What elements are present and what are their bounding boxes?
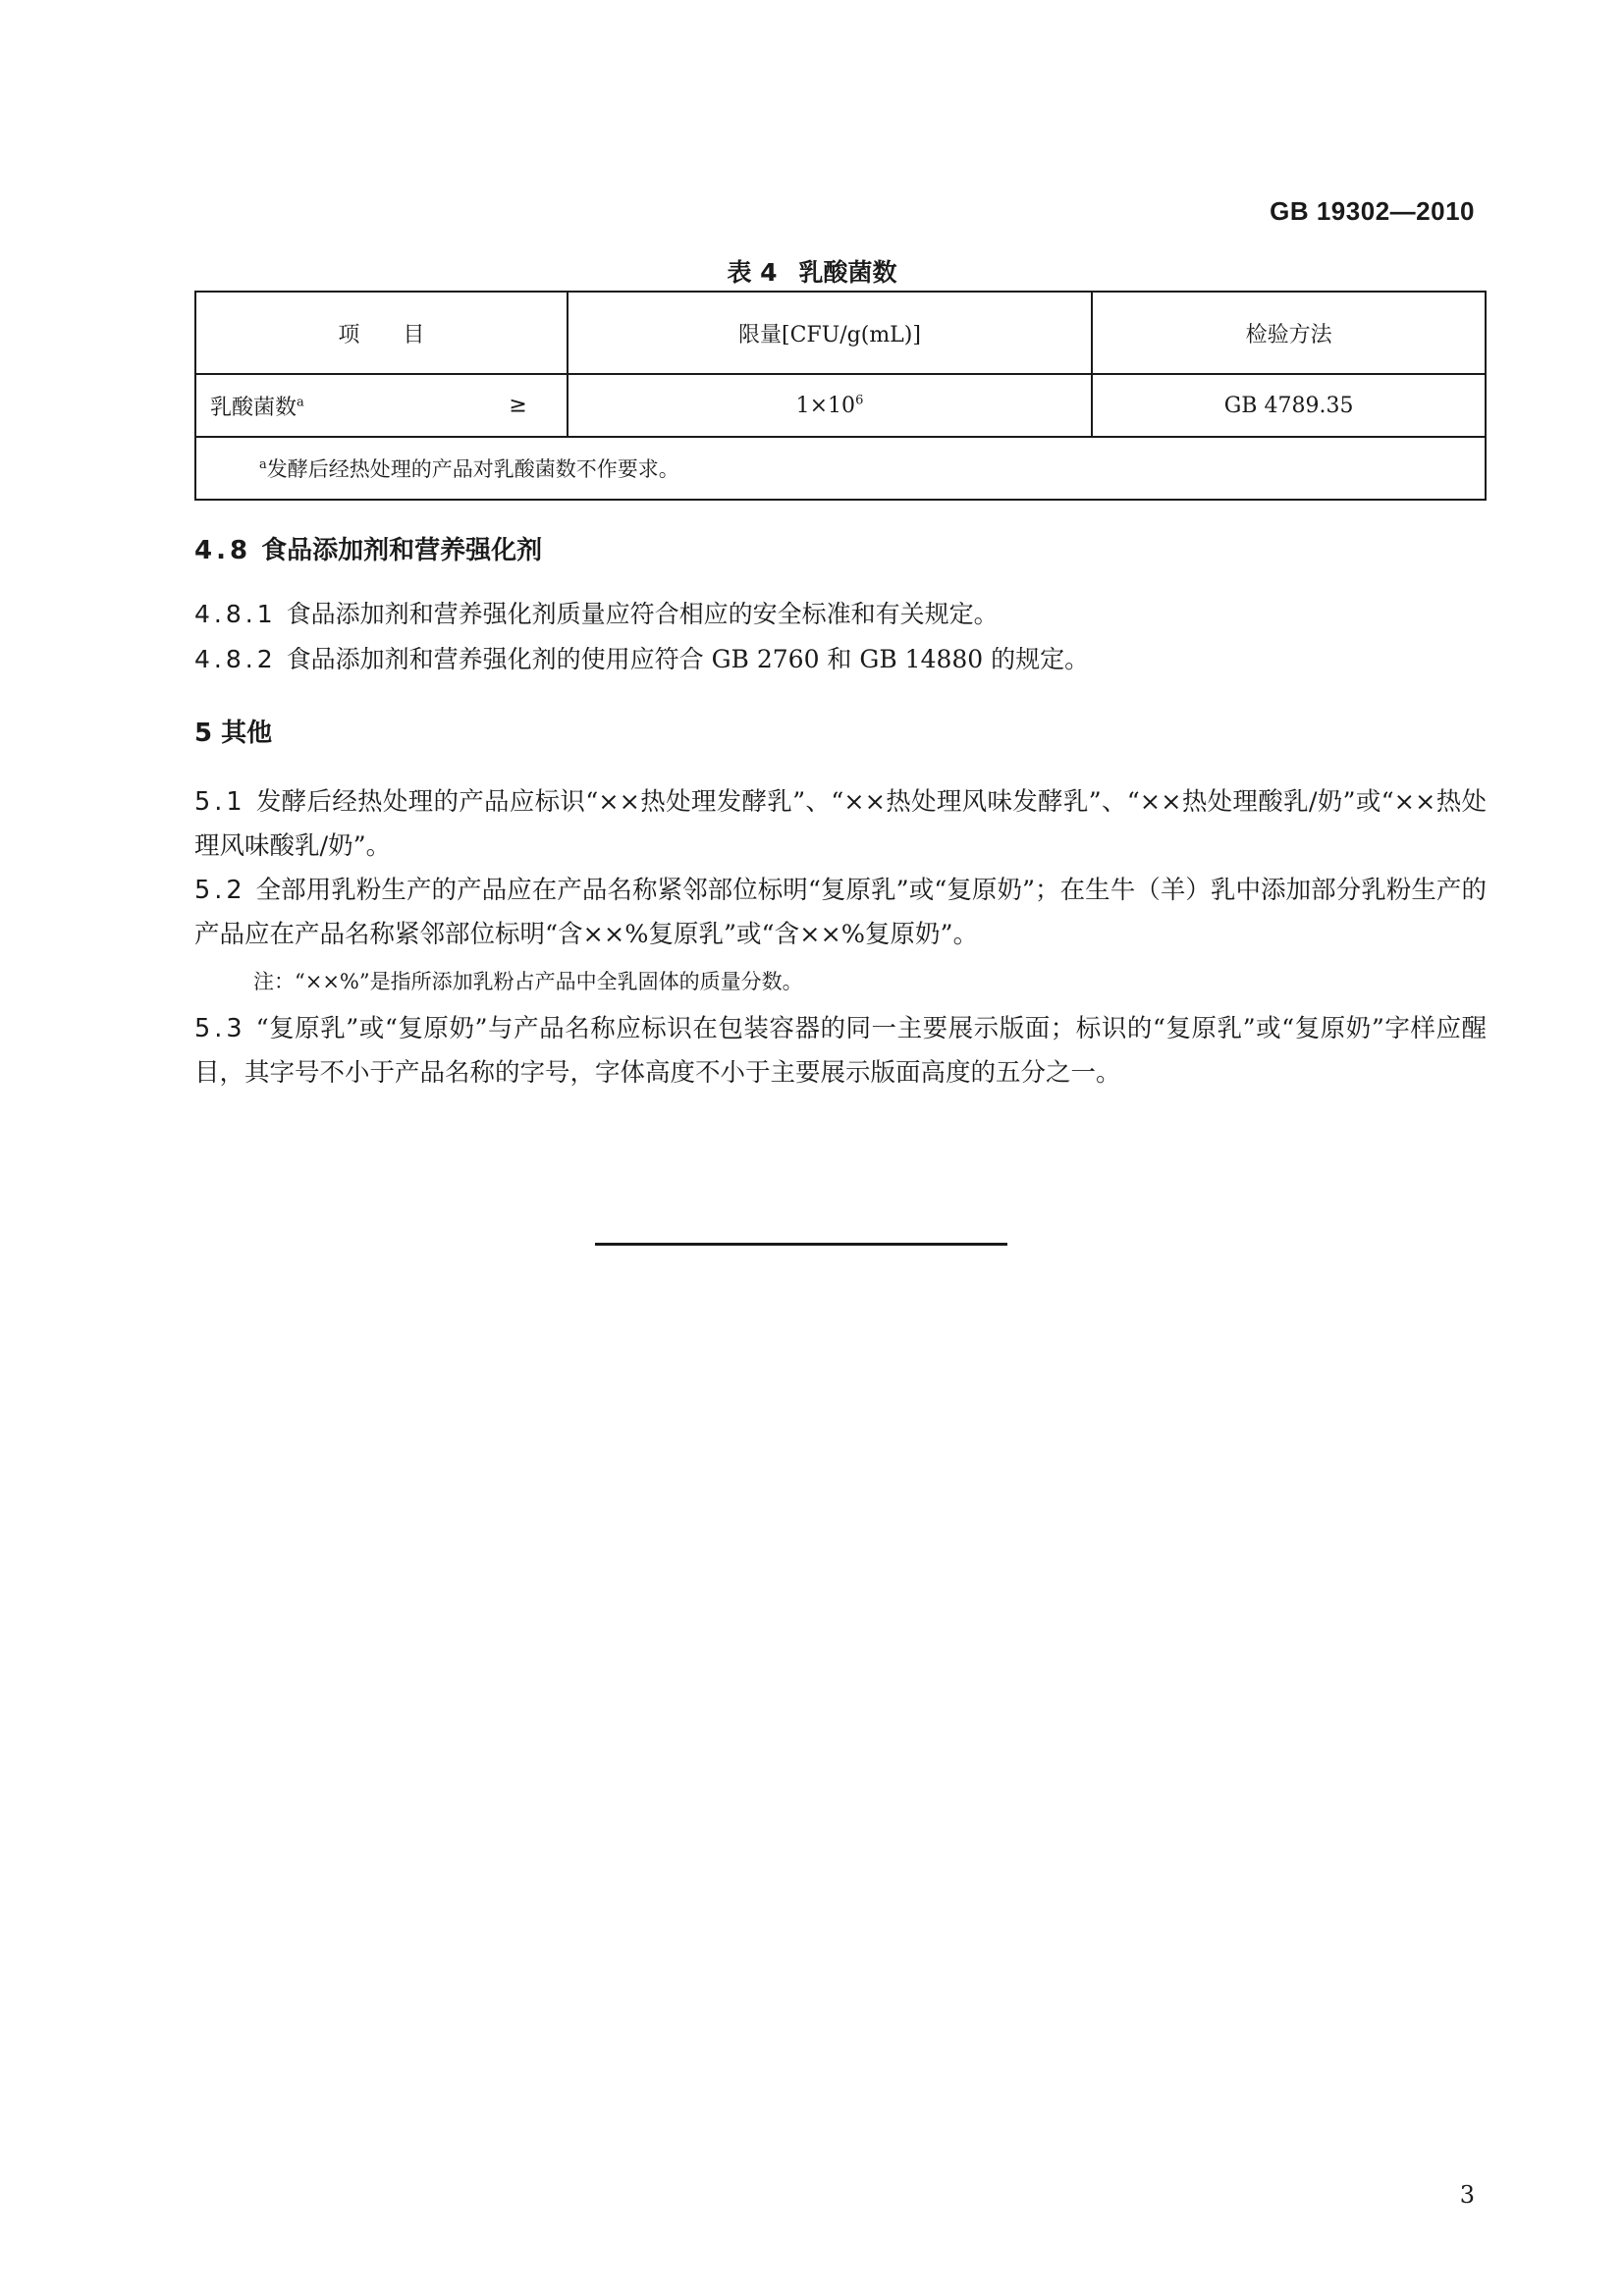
column-header-item: 项 目: [195, 292, 568, 374]
clause-number: 5.2: [194, 876, 246, 905]
table-caption: [0, 253, 1624, 289]
row-limit-base: 1×10: [795, 393, 856, 418]
note-label: 注：: [253, 970, 295, 993]
section-title: 其他: [221, 719, 273, 748]
table-caption-number: 表 4: [727, 258, 778, 287]
clause-text: “复原乳”或“复原奶”与产品名称应标识在包装容器的同一主要展示版面；标识的“复原乳”或“复原奶”字样应醒目，其字号不小于产品名称的字号，字体高度不小于主要展示版面高度的五分之一。: [194, 1014, 1487, 1088]
clause-5-1: [194, 780, 1487, 869]
row-item-footnote-mark: a: [297, 395, 304, 410]
row-item-cell: [195, 374, 568, 437]
section-number: 4.8: [194, 536, 252, 565]
clause-number: 5.3: [194, 1014, 246, 1043]
note-text: “××%”是指所添加乳粉占产品中全乳固体的质量分数。: [295, 970, 803, 993]
clause-4-8-1: [194, 593, 999, 636]
table-footnote: [195, 437, 1486, 500]
clause-number: 4.8.1: [194, 600, 277, 628]
row-limit-exponent: 6: [855, 393, 864, 408]
column-header-method: 检验方法: [1092, 292, 1486, 374]
clause-text: 食品添加剂和营养强化剂质量应符合相应的安全标准和有关规定。: [286, 600, 999, 628]
clause-4-8-2: [194, 638, 1089, 681]
section-title: 食品添加剂和营养强化剂: [261, 536, 543, 565]
clause-number: 4.8.2: [194, 645, 277, 673]
row-method-cell: GB 4789.35: [1092, 374, 1486, 437]
end-of-document-rule: [595, 1243, 1007, 1246]
clause-number: 5.1: [194, 787, 246, 817]
clause-5-2: [194, 869, 1487, 957]
section-number: 5: [194, 719, 213, 748]
clause-5-2-note: [253, 967, 803, 996]
clause-5-3: [194, 1007, 1487, 1095]
section-4-8-heading: [194, 530, 542, 566]
clause-text: 食品添加剂和营养强化剂的使用应符合 GB 2760 和 GB 14880 的规定。: [286, 645, 1090, 673]
standard-code: GB 19302—2010: [1270, 196, 1475, 226]
row-operator: ≥: [509, 393, 527, 418]
page-number: 3: [1459, 2181, 1475, 2209]
lactic-acid-bacteria-table: [194, 291, 1487, 501]
table-footnote-row: [195, 437, 1486, 500]
column-header-limit: 限量[CFU/g(mL)]: [568, 292, 1092, 374]
footnote-mark: a: [259, 457, 267, 472]
clause-text: 发酵后经热处理的产品应标识“××热处理发酵乳”、“××热处理风味发酵乳”、“××热处理酸乳/奶”或“××热处理风味酸乳/奶”。: [194, 787, 1487, 861]
section-5-heading: [194, 713, 272, 749]
row-limit-cell: [568, 374, 1092, 437]
clause-text: 全部用乳粉生产的产品应在产品名称紧邻部位标明“复原乳”或“复原奶”；在生牛（羊）乳中添加部分乳粉生产的产品应在产品名称紧邻部位标明“含××%复原乳”或“含××%复原奶”。: [194, 876, 1487, 949]
row-item-name: 乳酸菌数: [210, 395, 298, 420]
table-header-row: [195, 292, 1486, 374]
footnote-text: 发酵后经热处理的产品对乳酸菌数不作要求。: [266, 457, 679, 481]
table-row: [195, 374, 1486, 437]
table-caption-title: 乳酸菌数: [798, 258, 897, 287]
